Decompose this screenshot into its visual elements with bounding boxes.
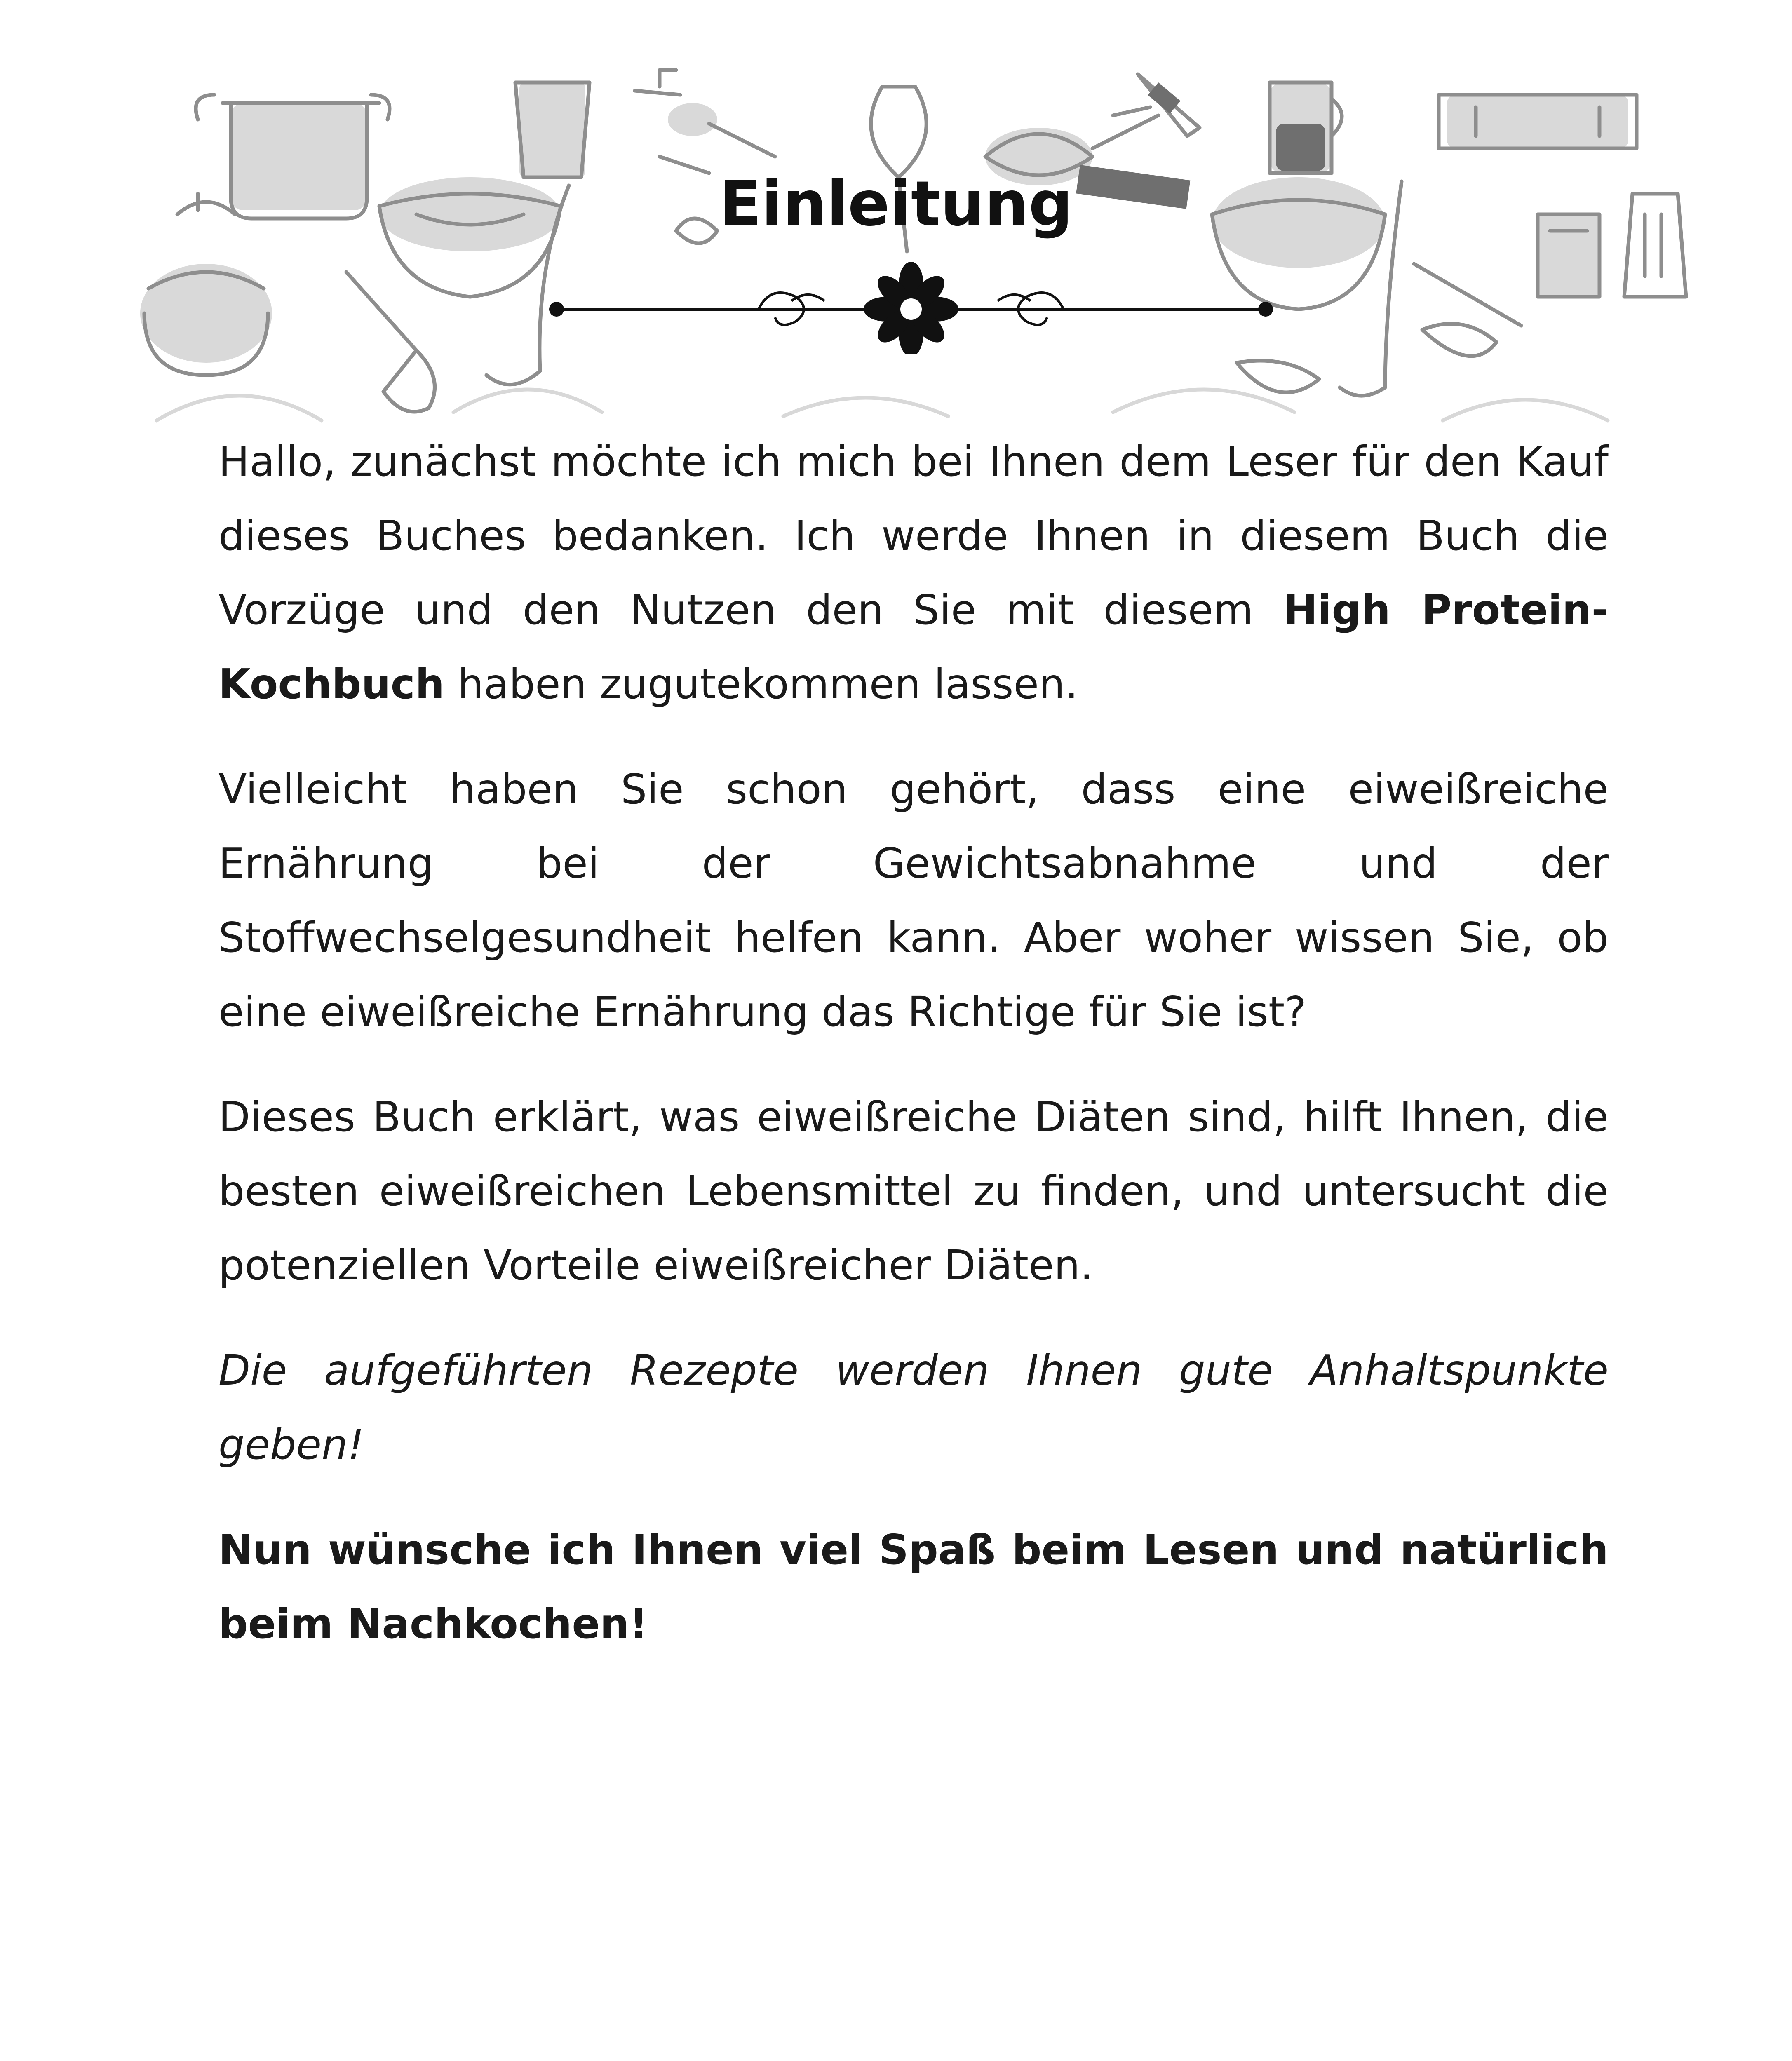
paragraph-body: Vielleicht haben Sie schon gehört, dass eine eiweißreiche Ernährung bei der Gewichtsabnahme und der Stoffwechselgesundheit helfen kann. Aber woher wissen Sie, ob eine eiweißreiche Ernährung das Richtige für Sie ist? <box>218 765 1609 1036</box>
rolling-pin-icon <box>1414 264 1521 356</box>
body-text <box>218 425 1609 1692</box>
italic-note: Die aufgeführten Rezepte werden Ihnen gute Anhaltspunkte geben! <box>218 1346 1609 1469</box>
book-title-bold: High Protein-Kochbuch <box>218 586 1609 708</box>
paragraph-intro <box>218 425 1609 721</box>
closing-remark: Nun wünsche ich Ihnen viel Spaß beim Lesen und natürlich beim Nachkochen! <box>218 1526 1609 1648</box>
paragraph-body: Dieses Buch erklärt, was eiweißreiche Diäten sind, hilft Ihnen, die besten eiweißreichen Lebensmittel zu finden, und untersucht die potenziellen Vorteile eiweißreicher Diäten. <box>218 1093 1609 1289</box>
page-title: Einleitung <box>719 168 1073 240</box>
knife-icon <box>1113 74 1200 136</box>
title-divider-ornament <box>544 256 1278 354</box>
measuring-jug-icon <box>1270 82 1342 173</box>
belt-pan-icon <box>1439 95 1637 148</box>
paragraph-text: haben zugutekommen lassen. <box>444 660 1078 708</box>
flower-icon <box>864 262 958 354</box>
paragraph-text: Hallo, zunächst möchte ich mich bei Ihnen dem Leser für den Kauf dieses Buches bedanken. Ich werde Ihnen in diesem Buch die Vorzüge und den Nutzen den Sie mit diesem <box>218 437 1609 634</box>
glass-icon <box>515 82 590 177</box>
